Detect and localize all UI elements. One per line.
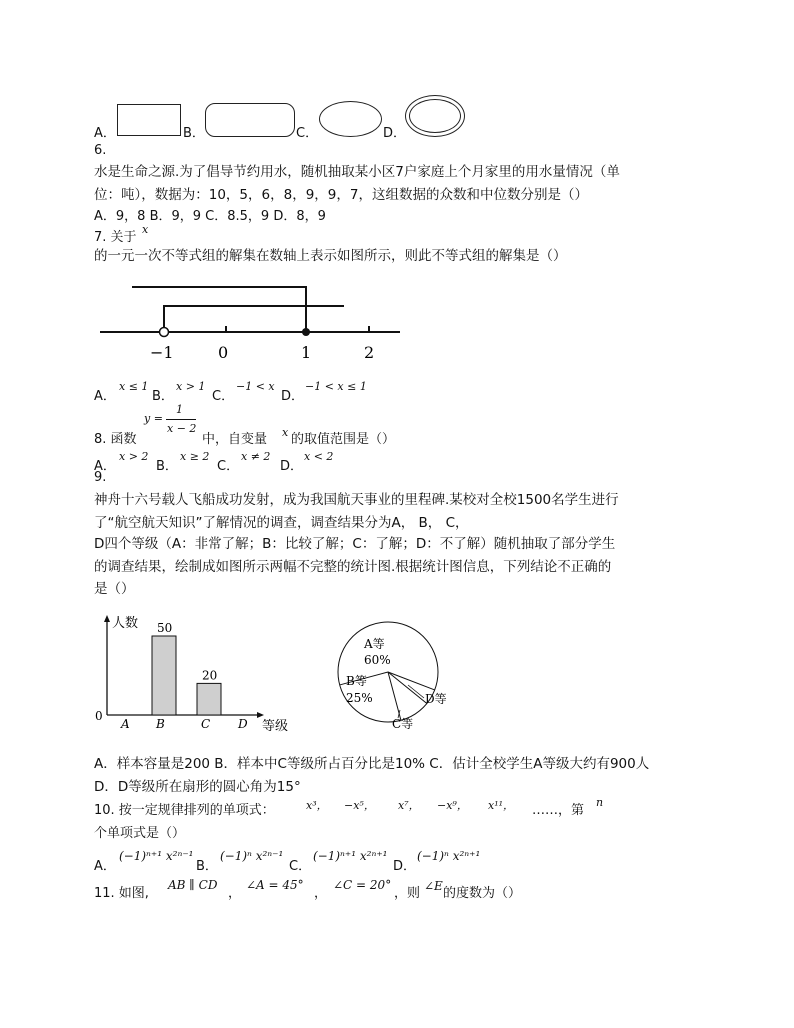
number-line-figure xyxy=(94,280,404,365)
bar-category-label: A xyxy=(121,717,130,731)
pie-slice-label: C等 xyxy=(392,717,414,731)
q6-line1: 水是生命之源.为了倡导节约用水，随机抽取某小区7户家庭上个月家里的用水量情况（单 xyxy=(94,164,620,180)
rectangle-shape xyxy=(117,104,181,136)
q8-option-a: x > 2 xyxy=(119,450,149,463)
pie-chart xyxy=(318,620,468,740)
tick-label-neg1: −1 xyxy=(150,343,174,362)
q10-term-4: −x⁹， xyxy=(437,799,468,812)
q7-option-a: x ≤ 1 xyxy=(119,380,149,393)
q5-option-b-label: B． xyxy=(183,126,205,141)
q9-line3: D四个等级（A：非常了解；B：比较了解；C：了解；D：不了解）随机抽取了部分学生 xyxy=(94,536,616,552)
q8-option-c: x ≠ 2 xyxy=(241,450,271,463)
q10-term-3: x⁷， xyxy=(398,799,420,812)
q8-end-text: 的取值范围是（） xyxy=(291,432,396,447)
q5-option-d-label: D． xyxy=(383,126,407,141)
bar-origin-label: 0 xyxy=(95,709,103,723)
q10-var-n: n xyxy=(596,796,604,809)
q8-mid-text: 中，自变量 xyxy=(202,432,268,447)
rounded-rectangle-shape xyxy=(205,103,295,137)
tick-label-2: 2 xyxy=(364,343,375,362)
q10-option-d: (−1)ⁿ x²ⁿ⁺¹ xyxy=(417,849,481,863)
pie-slice-label: D等 xyxy=(425,692,447,706)
q7-option-c-label: C． xyxy=(212,389,235,404)
q8-function-lhs: y = xyxy=(144,412,163,425)
q8-option-c-label: C． xyxy=(217,459,240,474)
q8-option-b: x ≥ 2 xyxy=(180,450,210,463)
q8-var-x: x xyxy=(282,426,289,439)
bar-chart xyxy=(90,612,300,737)
q11-condition-3: ∠C = 20° xyxy=(333,878,392,892)
q7-option-b-label: B． xyxy=(152,389,174,404)
q9-line5: 是（） xyxy=(94,581,135,597)
q11-angle: ∠E xyxy=(424,879,443,893)
q6-number: 6. xyxy=(94,143,107,158)
q10-term-ellipsis: ……，第 xyxy=(532,803,585,818)
q11-number: 11. 如图, xyxy=(94,886,149,901)
q9-line4: 的调查结果，绘制成如图所示两幅不完整的统计图.根据统计图信息，下列结论不正确的 xyxy=(94,559,612,575)
q7-option-d-label: D． xyxy=(281,389,305,404)
pie-slice-label: A等 xyxy=(364,637,385,651)
bar-category-label: B xyxy=(156,717,165,731)
q10-option-b: (−1)ⁿ x²ⁿ⁻¹ xyxy=(220,849,284,863)
bar-ylabel: 人数 xyxy=(112,616,139,631)
q5-option-a-label: A． xyxy=(94,126,116,141)
q9-options-line1: A．样本容量是200 B．样本中C等级所占百分比是10% C．估计全校学生A等级大约有900人 xyxy=(94,756,650,772)
tick-label-1: 1 xyxy=(301,343,312,362)
bar xyxy=(197,683,221,715)
q9-options-line2: D．D等级所在扇形的圆心角为15° xyxy=(94,779,301,795)
q7-option-a-label: A． xyxy=(94,389,116,404)
q10-option-d-label: D． xyxy=(393,859,417,874)
q9-number: 9. xyxy=(94,470,107,485)
q8-option-a-label: A． xyxy=(94,459,116,474)
q11-end: 的度数为（） xyxy=(443,886,522,901)
q7-option-c: −1 < x xyxy=(236,380,275,393)
number-line-graph xyxy=(100,287,400,337)
bar-data-label: 50 xyxy=(157,621,173,635)
pie-slice-label: B等 xyxy=(346,674,367,688)
q7-option-d: −1 < x ≤ 1 xyxy=(305,380,367,393)
fraction-bar xyxy=(166,419,196,420)
bar-category-label: C xyxy=(201,717,211,731)
q8-option-d: x < 2 xyxy=(304,450,334,463)
q10-text: 10. 按一定规律排列的单项式： xyxy=(94,803,275,818)
q8-option-d-label: D． xyxy=(280,459,304,474)
q8-function-numerator: 1 xyxy=(176,403,183,416)
q10-option-a-label: A． xyxy=(94,859,116,874)
q10-option-b-label: B． xyxy=(196,859,218,874)
q8-option-b-label: B． xyxy=(156,459,178,474)
y-axis-arrow-icon xyxy=(104,615,110,622)
pie-value-label: 25% xyxy=(346,691,373,705)
x-axis-arrow-icon xyxy=(257,712,264,718)
q8-number: 8. 函数 xyxy=(94,432,137,447)
q11-condition-1: AB ∥ CD xyxy=(168,878,218,892)
q10-option-c: (−1)ⁿ⁺¹ x²ⁿ⁺¹ xyxy=(313,849,388,863)
tick-label-0: 0 xyxy=(218,343,229,362)
q11-end-pre: ，则 xyxy=(394,886,421,901)
q5-option-c-label: C． xyxy=(296,126,319,141)
q6-options: A．9，8 B．9，9 C．8.5，9 D．8，9 xyxy=(94,209,326,224)
q10-term-1: x³， xyxy=(306,799,328,812)
bar-data-label: 20 xyxy=(202,668,218,683)
q9-line2: 了“航空航天知识”了解情况的调查，调查结果分为A， B， C， xyxy=(94,515,469,531)
bar xyxy=(152,636,176,715)
closed-endpoint xyxy=(302,328,310,336)
bar-category-label: D xyxy=(238,717,248,731)
open-endpoint xyxy=(160,328,169,337)
q7-option-b: x > 1 xyxy=(176,380,206,393)
bar-xlabel: 等级 xyxy=(262,719,289,734)
q10-term-5: x¹¹， xyxy=(488,799,515,812)
q7-line2: 的一元一次不等式组的解集在数轴上表示如图所示，则此不等式组的解集是（） xyxy=(94,248,567,264)
q10-term-2: −x⁵， xyxy=(344,799,375,812)
q7-number: 7. 关于 xyxy=(94,230,137,245)
q7-var-x: x xyxy=(142,223,149,236)
ellipse-shape xyxy=(319,101,382,137)
double-ellipse-inner xyxy=(409,99,461,133)
q10-line2: 个单项式是（） xyxy=(94,826,186,841)
q6-line2: 位：吨），数据为：10，5，6，8，9，9，7，这组数据的众数和中位数分别是（） xyxy=(94,187,588,203)
q9-line1: 神舟十六号载人飞船成功发射，成为我国航天事业的里程碑.某校对全校1500名学生进行 xyxy=(94,492,619,508)
pie-value-label: 60% xyxy=(364,653,391,667)
q10-option-a: (−1)ⁿ⁺¹ x²ⁿ⁻¹ xyxy=(119,849,194,863)
q8-function-denominator: x − 2 xyxy=(167,422,197,435)
q11-condition-2: ∠A = 45° xyxy=(246,878,304,892)
q10-option-c-label: C． xyxy=(289,859,312,874)
